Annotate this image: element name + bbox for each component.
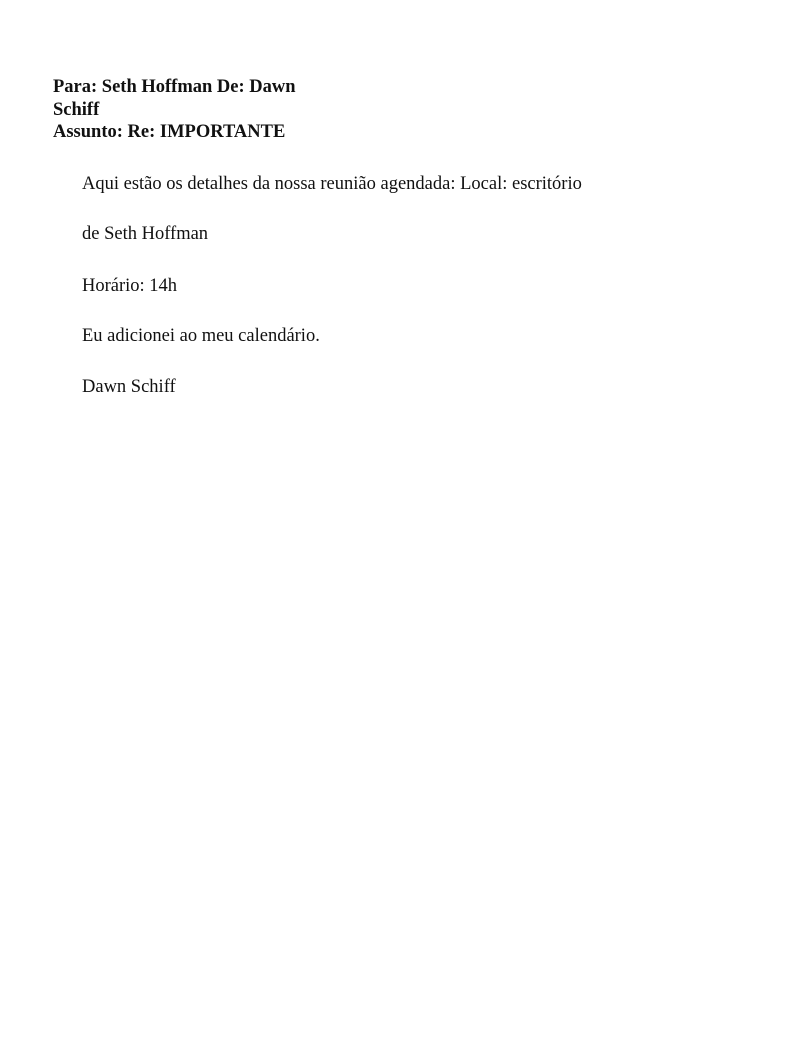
subject-line: Assunto: Re: IMPORTANTE: [53, 122, 286, 142]
body-paragraph-time: Horário: 14h: [82, 276, 178, 296]
body-paragraph-location: de Seth Hoffman: [82, 224, 209, 244]
signature: Dawn Schiff: [82, 377, 176, 397]
body-paragraph-meeting-details: Aqui estão os detalhes da nossa reunião agendada: Local: escritório: [82, 174, 582, 194]
to-from-line-2: Schiff: [53, 99, 100, 120]
to-from-line-1: Para: Seth Hoffman De: Dawn: [53, 77, 296, 97]
body-paragraph-calendar-note: Eu adicionei ao meu calendário.: [82, 326, 320, 346]
email-header: [53, 76, 343, 144]
